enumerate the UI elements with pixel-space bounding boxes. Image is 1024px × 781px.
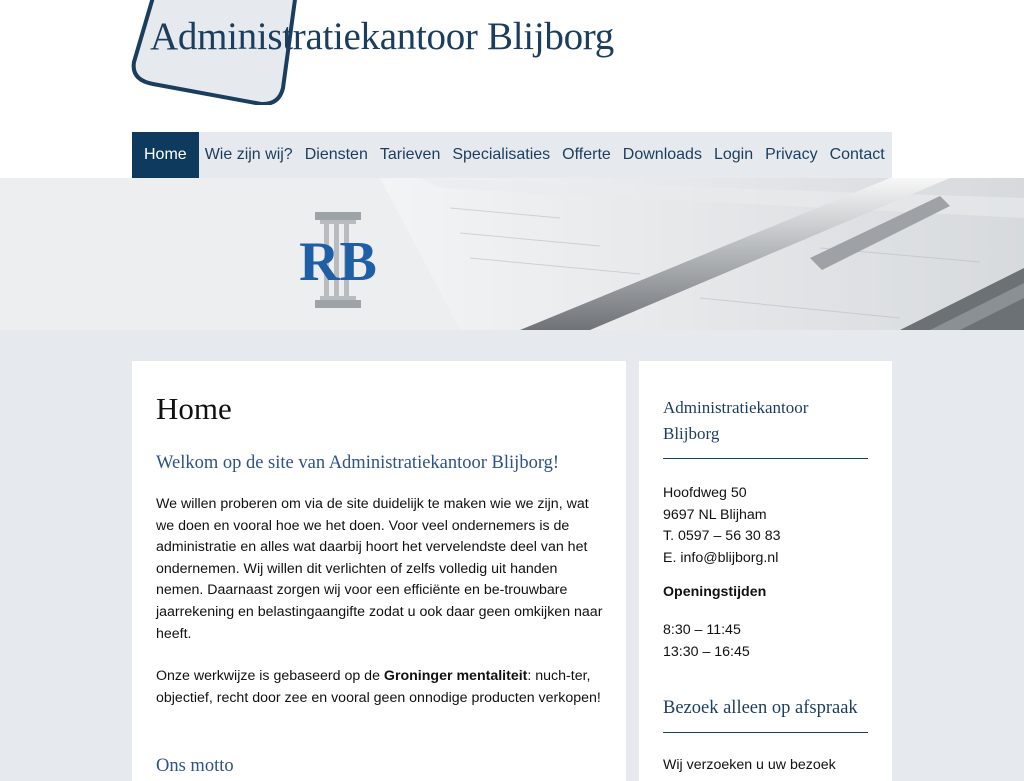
main-content — [132, 361, 626, 781]
opening-hours-title: Openingstijden — [663, 584, 767, 600]
address-city: 9697 NL Blijham — [663, 506, 767, 523]
intro-paragraph: We willen proberen om via de site duidelijk te maken wie we zijn, wat we doen en vooral hoe we het doen. Voor veel ondernemers is de administratie en alles wat daarbij hoort het vervelendste deel van het ondernemen. Wij willen dit verlichten of zelfs volledig uit handen nemen. Daarnaast zorgen wij voor een efficiënte en be-trouwbare jaarrekening en belastingaangifte zodat u ook daar geen omkijken naar heeft. — [156, 496, 603, 642]
hours-afternoon: 13:30 – 16:45 — [663, 644, 750, 660]
rb-logo-text: RB — [299, 231, 377, 293]
nav-item-wie-zijn-wij[interactable]: Wie zijn wij? — [204, 146, 293, 163]
header-banner — [0, 178, 1024, 330]
motto-heading: Ons motto — [156, 756, 234, 776]
nav-item-contact[interactable]: Contact — [829, 146, 885, 163]
sidebar-title: Administratiekantoor Blijborg — [663, 398, 809, 443]
visit-divider — [663, 732, 868, 733]
method-text-start: Onze werkwijze is gebaseerd op de — [156, 668, 384, 684]
nav-item-tarieven[interactable]: Tarieven — [379, 146, 441, 163]
nav-item-downloads[interactable]: Downloads — [622, 146, 702, 163]
rb-logo — [290, 210, 386, 310]
nav-item-offerte[interactable]: Offerte — [562, 146, 611, 163]
method-paragraph — [156, 666, 608, 709]
banner-pen-illustration — [0, 178, 1024, 330]
contact-sidebar — [639, 361, 892, 781]
phone-number: T. 0597 – 56 30 83 — [663, 528, 781, 545]
opening-hours — [663, 619, 750, 663]
method-text-end: : nuch-ter, objectief, recht door zee en vooral geen onnodige producten verkopen! — [156, 668, 601, 706]
visit-text: Wij verzoeken u uw bezoek — [663, 757, 836, 773]
site-title[interactable]: Administratiekantoor Blijborg — [150, 15, 614, 58]
hours-morning: 8:30 – 11:45 — [663, 622, 741, 638]
page-title: Home — [156, 391, 232, 426]
sidebar-divider — [663, 458, 868, 459]
address-street: Hoofdweg 50 — [663, 485, 747, 501]
nav-item-specialisaties[interactable]: Specialisaties — [452, 146, 551, 163]
welcome-heading: Welkom op de site van Administratiekantoor Blijborg! — [156, 453, 560, 473]
nav-item-privacy[interactable]: Privacy — [765, 146, 818, 163]
nav-item-login[interactable]: Login — [713, 146, 754, 163]
email-address[interactable]: E. info@blijborg.nl — [663, 549, 779, 566]
visit-heading: Bezoek alleen op afspraak — [663, 698, 858, 718]
contact-details — [663, 483, 781, 569]
nav-item-home[interactable]: Home — [132, 132, 199, 178]
nav-item-diensten[interactable]: Diensten — [304, 146, 368, 163]
groninger-mentaliteit-emphasis: Groninger mentaliteit — [383, 668, 528, 684]
main-navigation — [132, 132, 892, 178]
